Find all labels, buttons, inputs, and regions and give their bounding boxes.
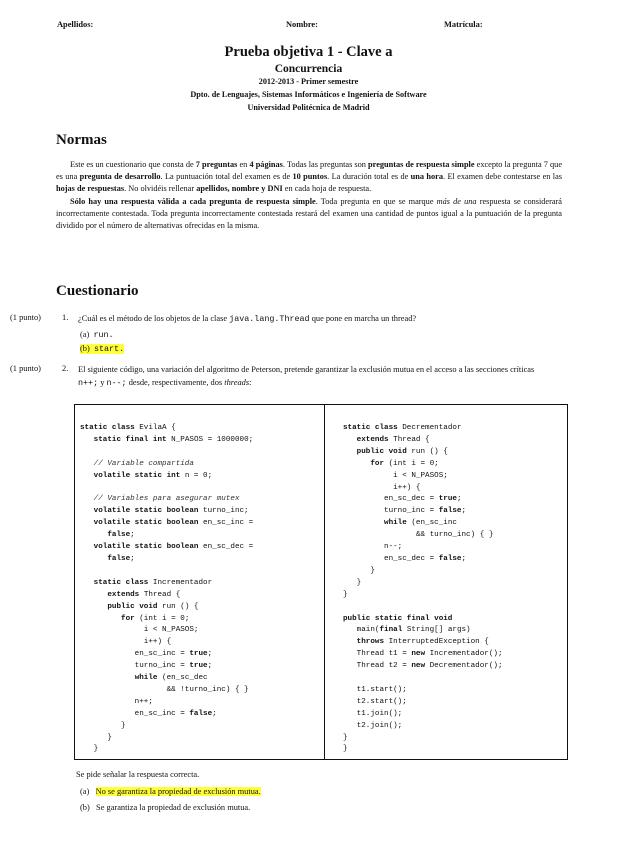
exam-department: Dpto. de Lenguajes, Sistemas Informáticos e Ingeniería de Software bbox=[190, 90, 427, 99]
code-line: static final int N_PASOS = 1000000; bbox=[93, 435, 254, 444]
code-right-column bbox=[343, 423, 503, 756]
code-line: Thread t1 = new Incrementador(); bbox=[343, 650, 503, 659]
code-line: n++; bbox=[80, 697, 153, 706]
q2-instruction: Se pide señalar la respuesta correcta. bbox=[76, 770, 200, 779]
code-line: static class Decrementador bbox=[343, 424, 462, 432]
code-line: && !turno_inc) { } bbox=[80, 685, 249, 694]
q1-option-a[interactable]: (a) run. bbox=[80, 330, 114, 340]
code-line: volatile static boolean turno_inc; bbox=[93, 507, 249, 516]
code-line: extends Thread { bbox=[107, 590, 181, 599]
label-apellidos: Apellidos: bbox=[57, 20, 94, 29]
code-line: volatile static int n = 0; bbox=[93, 471, 213, 480]
code-line: Thread t2 = new Decrementador(); bbox=[343, 662, 503, 671]
exam-title: Prueba objetiva 1 - Clave a bbox=[224, 44, 393, 60]
q1-points: (1 punto) bbox=[10, 313, 41, 322]
code-line: en_sc_inc = false; bbox=[80, 709, 217, 718]
code-line: i < N_PASOS; bbox=[343, 471, 448, 480]
code-line: volatile static boolean en_sc_inc = bbox=[93, 519, 254, 528]
code-line: } bbox=[343, 578, 362, 587]
code-line: } bbox=[80, 745, 99, 754]
q2-text: El siguiente código, una variación del algoritmo de Peterson, pretende garantizar la exclusión mutua en el acceso a las secciones críticas n++; y n--; desde, respectivamente, dos threads: bbox=[78, 365, 535, 388]
code-line: i++) { bbox=[80, 638, 172, 647]
code-line: en_sc_dec = false; bbox=[343, 554, 467, 563]
code-line: static class Incrementador bbox=[93, 578, 213, 587]
code-line: turno_inc = false; bbox=[343, 507, 467, 516]
code-line: t2.start(); bbox=[343, 697, 407, 706]
code-line: t1.start(); bbox=[343, 685, 407, 694]
rules-paragraph-2: Sólo hay una respuesta válida a cada pregunta de respuesta simple. Toda pregunta en que se marque más de una respuesta se considerará incorrectamente contestada. Toda pregunta incorrectamente contestada restará del examen una cantidad de puntos igual a la puntuación de la pregunta dividido por el número de alternativas ofrecidas en la misma. bbox=[56, 196, 562, 231]
code-line: public void run () { bbox=[356, 447, 448, 456]
code-line: } bbox=[80, 733, 112, 742]
q1-text: ¿Cuál es el método de los objetos de la clase java.lang.Thread que pone en marcha un thread? bbox=[78, 314, 417, 324]
code-line: } bbox=[343, 745, 348, 754]
code-line: en_sc_inc = true; bbox=[80, 650, 213, 659]
code-divider bbox=[324, 404, 325, 760]
code-line: n--; bbox=[343, 543, 403, 552]
code-line: && turno_inc) { } bbox=[343, 531, 494, 540]
exam-university: Universidad Politécnica de Madrid bbox=[247, 103, 370, 112]
code-line: while (en_sc_inc bbox=[384, 519, 457, 528]
code-line: t1.join(); bbox=[343, 709, 403, 718]
code-line: } bbox=[343, 566, 375, 575]
code-line: t2.join(); bbox=[343, 721, 403, 730]
rules-heading: Normas bbox=[56, 132, 107, 148]
code-line: while (en_sc_dec bbox=[134, 674, 208, 683]
q2-option-a[interactable]: (a) No se garantiza la propiedad de exclusión mutua. bbox=[80, 787, 261, 796]
code-line: } bbox=[80, 721, 126, 730]
code-line: } bbox=[343, 590, 348, 599]
code-line: volatile static boolean en_sc_dec = bbox=[93, 543, 254, 552]
rules-paragraph-1: Este es un cuestionario que consta de 7 preguntas en 4 páginas. Todas las preguntas son preguntas de respuesta simple excepto la pregunta 7 que es una pregunta de desarrollo. La puntuación total del examen es de 10 puntos. La duración total es de una hora. El examen debe contestarse en las hojas de respuestas. No olvidéis rellenar apellidos, nombre y DNI en cada hoja de respuesta. bbox=[56, 160, 563, 194]
code-line: en_sc_dec = true; bbox=[343, 495, 462, 504]
q1-option-b[interactable]: (b) start. bbox=[80, 344, 125, 354]
code-line: public static final void bbox=[343, 614, 453, 623]
code-line: false; bbox=[107, 531, 135, 540]
code-line: for (int i = 0; bbox=[121, 614, 190, 623]
questionnaire-heading: Cuestionario bbox=[56, 283, 139, 299]
q2-points: (1 punto) bbox=[10, 364, 41, 373]
code-line: } bbox=[343, 733, 348, 742]
label-matricula: Matrícula: bbox=[444, 20, 483, 29]
exam-subject: Concurrencia bbox=[274, 63, 343, 75]
code-line: // Variables para asegurar mutex bbox=[93, 495, 240, 504]
code-line: extends Thread { bbox=[356, 435, 430, 444]
rules-text bbox=[56, 159, 562, 232]
code-line: i++) { bbox=[343, 483, 421, 492]
code-line: static class EvilaA { bbox=[80, 424, 176, 432]
q2-number: 2. bbox=[62, 364, 69, 373]
code-line: turno_inc = true; bbox=[80, 662, 213, 671]
code-line: false; bbox=[107, 554, 135, 563]
code-line: main(final String[] args) bbox=[343, 626, 471, 635]
code-line: // Variable compartida bbox=[93, 459, 194, 468]
code-line: for (int i = 0; bbox=[370, 459, 439, 468]
exam-period: 2012-2013 - Primer semestre bbox=[258, 77, 359, 86]
q1-number: 1. bbox=[62, 313, 69, 322]
code-line: public void run () { bbox=[107, 602, 199, 611]
code-left-column bbox=[80, 423, 253, 756]
code-line: throws InterruptedException { bbox=[356, 638, 489, 647]
code-line: i < N_PASOS; bbox=[80, 626, 199, 635]
label-nombre: Nombre: bbox=[286, 20, 318, 29]
q2-option-b[interactable]: (b) Se garantiza la propiedad de exclusión mutua. bbox=[80, 803, 251, 812]
